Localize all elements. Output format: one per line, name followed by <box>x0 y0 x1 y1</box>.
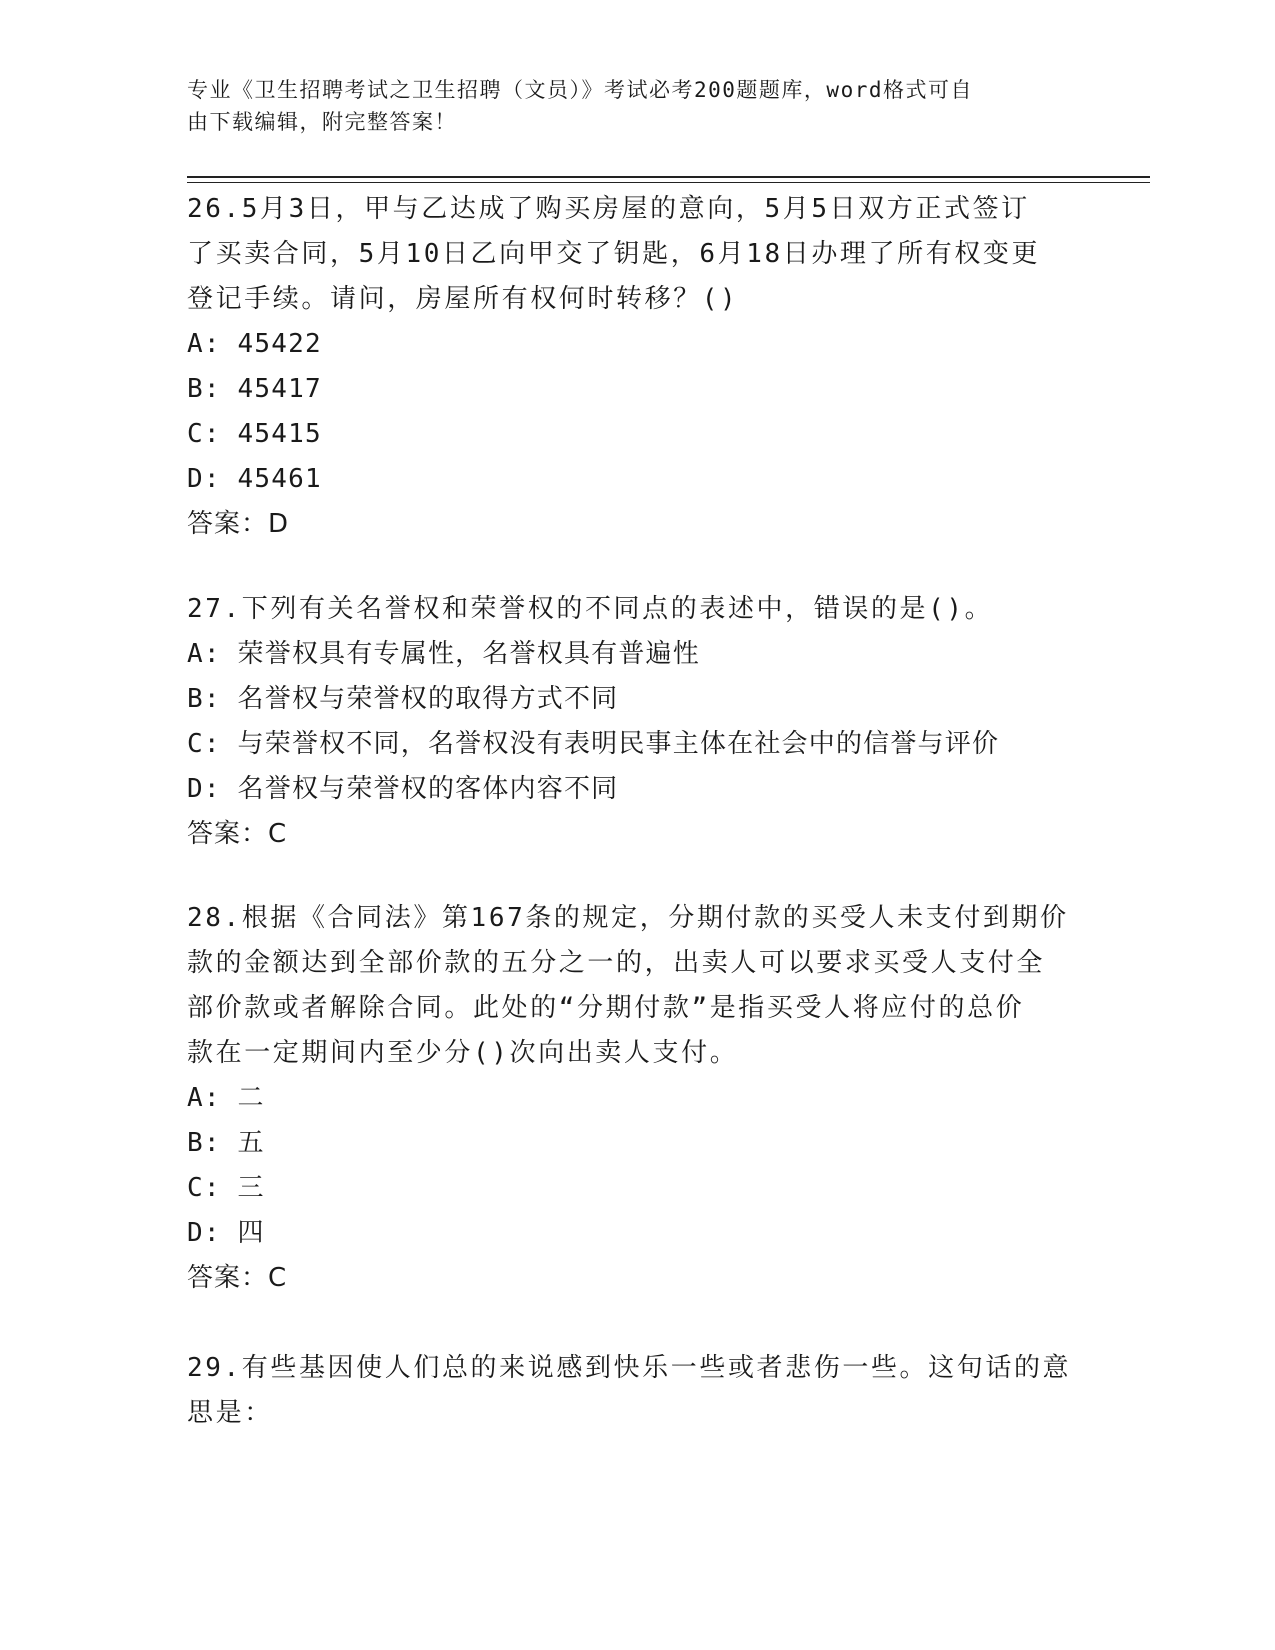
question-28 <box>187 896 1087 1301</box>
option-d: D: 名誉权与荣誉权的客体内容不同 <box>187 774 619 804</box>
question-stem-line: 款在一定期间内至少分()次向出卖人支付。 <box>187 1038 739 1068</box>
option-b: B: 45417 <box>187 374 322 404</box>
header-divider-thin <box>187 182 1150 183</box>
option-a: A: 45422 <box>187 329 322 359</box>
question-27 <box>187 587 1087 857</box>
question-stem-line: 款的金额达到全部价款的五分之一的，出卖人可以要求买受人支付全 <box>187 948 1046 978</box>
question-stem-line: 思是： <box>187 1398 273 1428</box>
option-c: C: 45415 <box>187 419 322 449</box>
question-stem-line: 26.5月3日，甲与乙达成了购买房屋的意向，5月5日双方正式签订 <box>187 194 1030 224</box>
option-b: B: 五 <box>187 1128 265 1158</box>
option-c: C: 与荣誉权不同，名誉权没有表明民事主体在社会中的信誉与评价 <box>187 729 1000 759</box>
question-stem-line: 27.下列有关名誉权和荣誉权的不同点的表述中，错误的是()。 <box>187 594 994 624</box>
option-a: A: 荣誉权具有专属性，名誉权具有普遍性 <box>187 639 700 669</box>
option-b: B: 名誉权与荣誉权的取得方式不同 <box>187 684 619 714</box>
header-line-1: 专业《卫生招聘考试之卫生招聘（文员）》考试必考200题题库，word格式可自 <box>187 78 973 102</box>
question-stem-line: 部价款或者解除合同。此处的“分期付款”是指买受人将应付的总价 <box>187 993 1025 1023</box>
question-stem-line: 29.有些基因使人们总的来说感到快乐一些或者悲伤一些。这句话的意 <box>187 1353 1072 1383</box>
question-stem-line: 28.根据《合同法》第167条的规定，分期付款的买受人未支付到期价 <box>187 903 1069 933</box>
question-29 <box>187 1346 1087 1436</box>
option-d: D: 45461 <box>187 464 322 494</box>
option-d: D: 四 <box>187 1218 265 1248</box>
option-c: C: 三 <box>187 1173 265 1203</box>
question-stem-line: 了买卖合同，5月10日乙向甲交了钥匙，6月18日办理了所有权变更 <box>187 239 1041 269</box>
answer: 答案：C <box>187 819 288 849</box>
header-line-2: 由下载编辑，附完整答案！ <box>187 110 457 134</box>
answer: 答案：C <box>187 1263 288 1293</box>
answer: 答案：D <box>187 509 290 539</box>
question-stem-line: 登记手续。请问，房屋所有权何时转移？() <box>187 284 739 314</box>
document-header <box>187 74 1087 138</box>
option-a: A: 二 <box>187 1083 265 1113</box>
header-divider-thick <box>187 176 1150 178</box>
question-26 <box>187 187 1087 547</box>
